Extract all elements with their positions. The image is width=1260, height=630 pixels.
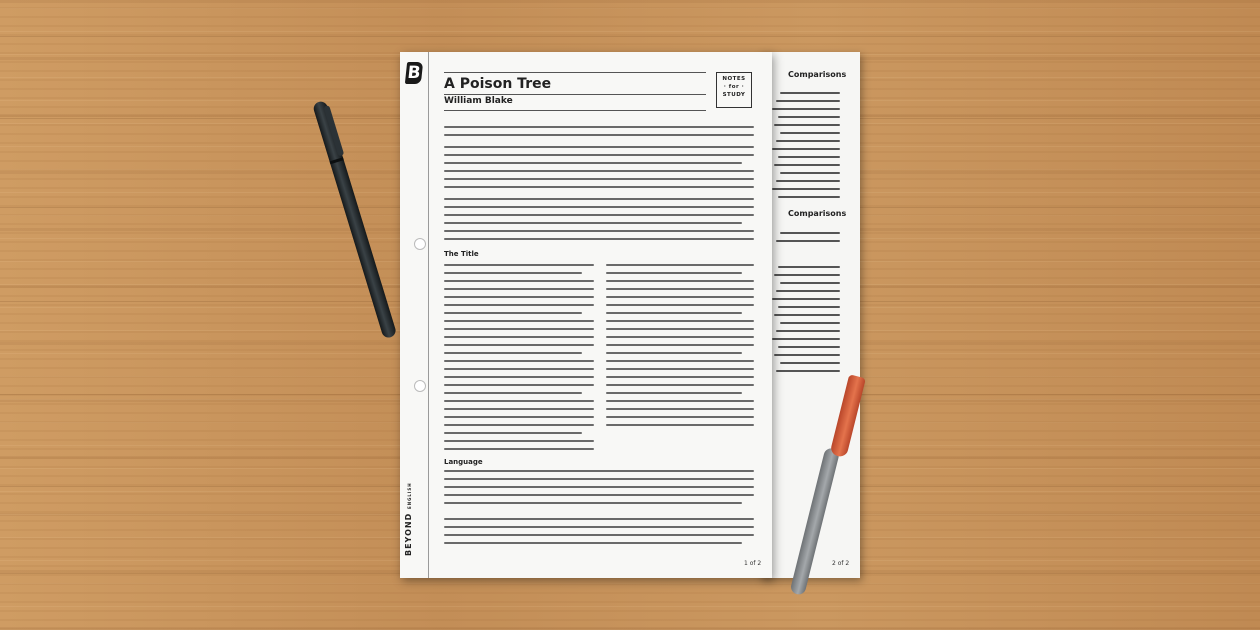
back-heading-comparisons: Comparisons <box>788 70 847 79</box>
text-line <box>444 494 754 496</box>
back-text-line <box>780 132 840 134</box>
back-text-line <box>776 370 840 372</box>
text-line <box>444 376 594 378</box>
back-text-line <box>772 338 840 340</box>
black-pen <box>312 100 397 339</box>
text-line <box>444 154 754 156</box>
back-text-line <box>774 354 840 356</box>
text-line <box>444 360 594 362</box>
back-text-line <box>772 108 840 110</box>
text-line <box>606 408 754 410</box>
text-line <box>606 280 754 282</box>
text-line <box>606 384 754 386</box>
document-author: William Blake <box>444 96 513 106</box>
brand-name: BEYOND <box>404 512 413 556</box>
punch-hole-icon <box>414 238 426 250</box>
badge-line: NOTES <box>722 76 746 82</box>
text-line <box>606 416 754 418</box>
brand-logo-icon: B <box>406 63 422 83</box>
section-heading-title: The Title <box>444 250 479 258</box>
back-text-line <box>778 156 840 158</box>
text-line <box>444 336 594 338</box>
text-line <box>444 534 754 536</box>
pen-clip <box>323 105 344 156</box>
notes-for-study-badge <box>716 72 752 108</box>
back-text-line <box>774 164 840 166</box>
text-line <box>444 264 594 266</box>
text-line <box>606 336 754 338</box>
text-line <box>444 214 754 216</box>
back-text-line <box>778 306 840 308</box>
brand-wordmark <box>404 482 413 556</box>
text-line <box>444 178 754 180</box>
text-line <box>444 328 594 330</box>
text-line <box>444 198 754 200</box>
text-line <box>444 408 594 410</box>
text-line <box>444 470 754 472</box>
back-text-line <box>780 322 840 324</box>
text-line <box>444 440 594 442</box>
back-text-line <box>776 100 840 102</box>
back-text-line <box>772 298 840 300</box>
text-line <box>606 424 754 426</box>
back-text-line <box>778 266 840 268</box>
back-page-number: 2 of 2 <box>832 560 850 567</box>
text-line <box>444 170 754 172</box>
text-line <box>606 376 754 378</box>
section-heading-language: Language <box>444 458 483 466</box>
text-line <box>444 222 742 224</box>
front-page <box>400 52 772 578</box>
text-line <box>444 502 742 504</box>
back-text-line <box>774 124 840 126</box>
text-line <box>444 486 754 488</box>
back-text-line <box>778 116 840 118</box>
text-line <box>444 432 582 434</box>
badge-line: STUDY <box>722 92 746 98</box>
text-line <box>444 518 754 520</box>
text-line <box>606 288 754 290</box>
back-text-line <box>772 148 840 150</box>
text-line <box>444 424 594 426</box>
back-text-line <box>780 172 840 174</box>
back-text-line <box>778 346 840 348</box>
back-text-line <box>780 282 840 284</box>
back-text-line <box>776 240 840 242</box>
back-heading-comparisons-2: Comparisons <box>788 209 847 218</box>
text-line <box>606 320 754 322</box>
back-text-line <box>776 180 840 182</box>
text-line <box>444 344 594 346</box>
title-rule-mid <box>444 94 706 95</box>
pen-cap-band <box>330 157 344 164</box>
text-line <box>606 312 742 314</box>
text-line <box>444 352 582 354</box>
back-text-line <box>776 330 840 332</box>
back-page <box>760 52 860 578</box>
brand-sub: ENGLISH <box>407 482 412 509</box>
text-line <box>606 328 754 330</box>
text-line <box>606 368 754 370</box>
front-page-number: 1 of 2 <box>744 560 762 567</box>
badge-line: · for · <box>723 84 745 90</box>
back-text-line <box>774 314 840 316</box>
text-line <box>606 272 742 274</box>
back-text-line <box>772 188 840 190</box>
punch-hole-icon <box>414 380 426 392</box>
text-line <box>444 206 754 208</box>
text-line <box>444 526 754 528</box>
text-line <box>606 264 754 266</box>
title-rule-top <box>444 72 706 73</box>
text-line <box>444 384 594 386</box>
text-line <box>606 344 754 346</box>
text-line <box>444 320 594 322</box>
text-line <box>444 162 742 164</box>
text-line <box>444 304 594 306</box>
text-line <box>444 312 582 314</box>
title-rule-bottom <box>444 110 706 111</box>
text-line <box>444 146 754 148</box>
text-line <box>444 296 594 298</box>
back-text-line <box>780 232 840 234</box>
back-text-line <box>778 196 840 198</box>
text-line <box>444 280 594 282</box>
text-line <box>444 478 754 480</box>
text-line <box>606 352 742 354</box>
text-line <box>444 126 754 128</box>
text-line <box>606 360 754 362</box>
text-line <box>444 288 594 290</box>
text-line <box>444 238 754 240</box>
text-line <box>606 400 754 402</box>
text-line <box>444 542 742 544</box>
back-text-line <box>780 362 840 364</box>
back-text-line <box>780 92 840 94</box>
text-line <box>444 272 582 274</box>
text-line <box>444 400 594 402</box>
text-line <box>444 448 594 450</box>
back-text-line <box>776 140 840 142</box>
back-text-line <box>776 290 840 292</box>
text-line <box>444 392 582 394</box>
back-text-line <box>774 274 840 276</box>
wood-grain-line <box>0 36 1260 37</box>
text-line <box>606 392 742 394</box>
text-line <box>444 230 754 232</box>
binding-strip <box>400 52 429 578</box>
text-line <box>444 416 594 418</box>
text-line <box>444 368 594 370</box>
text-line <box>606 304 754 306</box>
text-line <box>444 186 754 188</box>
text-line <box>606 296 754 298</box>
document-title: A Poison Tree <box>444 76 552 92</box>
text-line <box>444 134 754 136</box>
